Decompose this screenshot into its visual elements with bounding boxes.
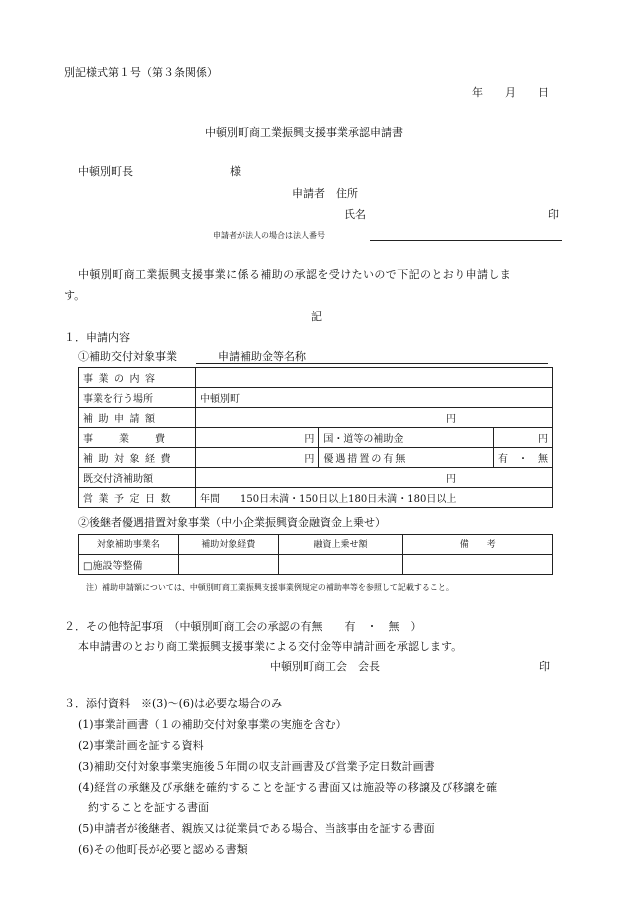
section1-heading: １．申請内容 xyxy=(64,331,130,344)
national-subsidy-label: 国・道等の補助金 xyxy=(319,428,494,448)
attachment-item: (4)経営の承継及び承継を確約することを証する書面又は施設等の移譲及び移譲を確 xyxy=(78,781,498,794)
document-title: 中頓別町商工業振興支援事業承認申請書 xyxy=(205,126,403,139)
project-cost-field[interactable]: 円 xyxy=(196,428,319,448)
loan-addition-cell[interactable] xyxy=(278,555,403,575)
table-row xyxy=(79,408,553,428)
attachment-item: (3)補助交付対象事業実施後５年間の収支計画書及び営業予定日数計画書 xyxy=(78,760,435,773)
business-content-label: 事業の内容 xyxy=(79,368,196,388)
national-subsidy-field[interactable]: 円 xyxy=(493,428,552,448)
subsidy-name-underline xyxy=(196,363,548,364)
remarks-cell[interactable] xyxy=(403,555,553,575)
table-row xyxy=(79,388,553,408)
table-row xyxy=(79,428,553,448)
successor-table xyxy=(78,534,553,575)
business-days-options[interactable]: 年間 150日未満・150日以上180日未満・180日以上 xyxy=(196,488,553,508)
table-row xyxy=(79,448,553,468)
col-header-remarks: 備 考 xyxy=(403,535,553,555)
preferential-measure-choice[interactable]: 有 ・ 無 xyxy=(493,448,552,468)
table-row xyxy=(79,488,553,508)
corporate-number-label: 申請者が法人の場合は法人番号 xyxy=(213,231,325,240)
addressee-honorific: 様 xyxy=(230,165,241,178)
chamber-signer: 中頓別町商工会 会長 xyxy=(270,660,380,673)
project-cost-label: 事業費 xyxy=(79,428,196,448)
prior-subsidy-field[interactable]: 円 xyxy=(196,468,553,488)
addressee-name: 中頓別町長 xyxy=(78,165,133,178)
business-location-label: 事業を行う場所 xyxy=(79,388,196,408)
table-row xyxy=(79,368,553,388)
attachment-item: (5)申請者が後継者、親族又は従業員である場合、当該事由を証する書面 xyxy=(78,822,435,835)
intro-line-2: す。 xyxy=(64,289,86,302)
eligible-cost-field[interactable]: 円 xyxy=(196,448,319,468)
attachment-item: (2)事業計画を証する資料 xyxy=(78,739,204,752)
section3-heading: ３．添付資料 ※(3)～(6)は必要な場合のみ xyxy=(64,697,283,710)
successor-target-label: ②後継者優遇措置対象事業（中小企業振興資金融資金上乗せ） xyxy=(78,516,386,529)
col-header-project: 対象補助事業名 xyxy=(79,535,179,555)
preferential-measure-label: 優遇措置の有無 xyxy=(319,448,494,468)
applicant-seal: 印 xyxy=(548,208,559,221)
chamber-seal: 印 xyxy=(539,660,550,673)
col-header-loan-addition: 融資上乗せ額 xyxy=(278,535,403,555)
eligible-cost-cell[interactable] xyxy=(178,555,278,575)
subsidy-amount-label: 補助申請額 xyxy=(79,408,196,428)
table-row xyxy=(79,535,553,555)
eligible-cost-label: 補助対象経費 xyxy=(79,448,196,468)
subsidy-target-label: ①補助交付対象事業 xyxy=(78,350,177,363)
col-header-eligible-cost: 補助対象経費 xyxy=(178,535,278,555)
corporate-number-line xyxy=(370,240,562,241)
approval-statement: 本申請書のとおり商工業振興支援事業による交付金等申請計画を承認します。 xyxy=(78,640,463,653)
ki-label: 記 xyxy=(311,310,322,323)
table-note: 注）補助申請額については、中頓別町商工業振興支援事業例規定の補助率等を参照して記載すること。 xyxy=(86,583,454,592)
date-field: 年 月 日 xyxy=(472,86,549,99)
form-label: 別記様式第１号（第３条関係） xyxy=(64,66,218,79)
business-content-field[interactable] xyxy=(196,368,553,388)
attachment-item: (6)その他町長が必要と認める書類 xyxy=(78,843,248,856)
subsidy-amount-field[interactable]: 円 xyxy=(196,408,553,428)
subsidy-name-value: 申請補助金等名称 xyxy=(218,350,306,363)
attachment-item: (1)事業計画書（１の補助交付対象事業の実施を含む） xyxy=(78,718,347,731)
facility-maintenance-checkbox[interactable]: □施設等整備 xyxy=(79,555,179,575)
application-table xyxy=(78,367,553,508)
applicant-address-label: 申請者 住所 xyxy=(292,187,358,200)
prior-subsidy-label: 既交付済補助額 xyxy=(79,468,196,488)
table-row xyxy=(79,468,553,488)
attachment-item-continued: 約することを証する書面 xyxy=(88,801,209,814)
section2-heading: ２．その他特記事項 （中頓別町商工会の承認の有無 有 ・ 無 ） xyxy=(64,620,422,633)
intro-line-1: 中頓別町商工業振興支援事業に係る補助の承認を受けたいので下記のとおり申請しま xyxy=(78,268,512,281)
business-location-field[interactable]: 中頓別町 xyxy=(196,388,553,408)
business-days-label: 営業予定日数 xyxy=(79,488,196,508)
applicant-name-label: 氏名 xyxy=(344,208,366,221)
table-row xyxy=(79,555,553,575)
